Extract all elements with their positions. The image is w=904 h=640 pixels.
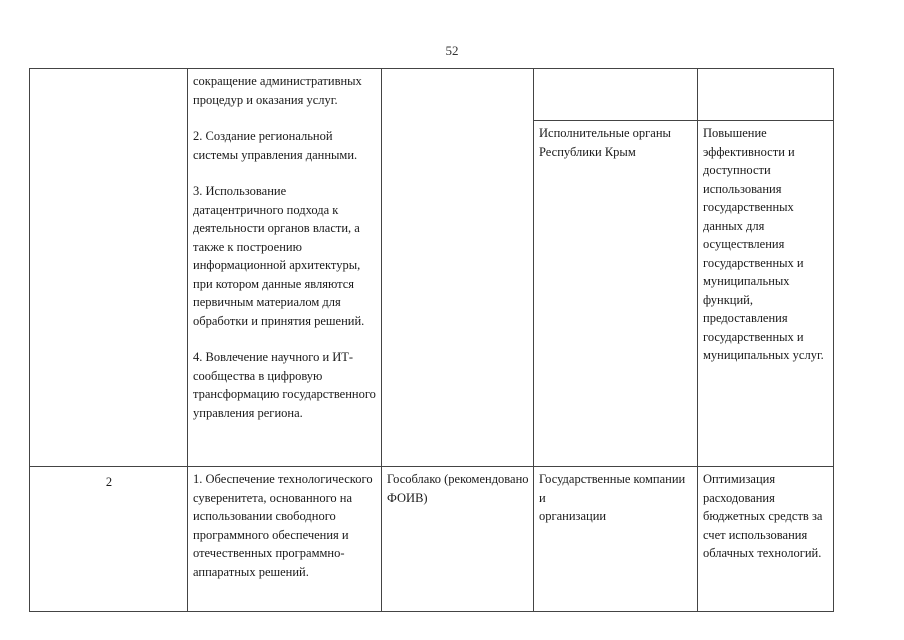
executors-cell [534, 121, 698, 467]
text-line: отечественных программно- [193, 546, 345, 560]
task-item-2 [193, 127, 377, 164]
text-line: данных для [703, 218, 765, 233]
text-line: счет использования [703, 527, 808, 542]
text-line: системы управления данными. [193, 147, 358, 162]
text-line: ФОИВ) [387, 490, 428, 505]
text-line: государственных и [703, 255, 804, 270]
result-cell [698, 121, 834, 467]
text-line: также к построению [193, 239, 302, 254]
row-number: 2 [30, 467, 188, 612]
technology-cell-empty [382, 69, 534, 467]
text-line: датацентричного подхода к [193, 202, 339, 217]
text-line: 4. Вовлечение научного и ИТ- [193, 350, 354, 364]
text-line: 2. Создание региональной [193, 129, 333, 143]
text-line: Оптимизация [703, 472, 776, 486]
text-line: расходования [703, 490, 775, 505]
executors-cell-top-empty [534, 69, 698, 121]
text-line: эффективности и [703, 144, 795, 159]
text-line: бюджетных средств за [703, 509, 823, 523]
text-line: государственных и [703, 329, 804, 344]
text-line: муниципальных [703, 274, 790, 288]
text-line: деятельности органов власти, а [193, 221, 360, 235]
text-line: Исполнительные органы [539, 126, 671, 140]
text-line: функций, [703, 292, 753, 307]
text-line: Повышение [703, 126, 767, 140]
text-line: сокращение административных [193, 74, 362, 88]
task-item-3 [193, 182, 377, 330]
text-line: облачных технологий. [703, 546, 822, 560]
result-cell [698, 467, 834, 612]
text-line: трансформацию государственного [193, 387, 376, 401]
text-line: процедур и оказания услуг. [193, 92, 338, 107]
task-cell-continued [188, 69, 382, 467]
text-line: сообщества в цифровую [193, 368, 323, 383]
text-line: первичным материалом для [193, 295, 341, 309]
text-line: муниципальных услуг. [703, 348, 824, 362]
table-row-continuation-top [30, 69, 834, 121]
text-line: предоставления [703, 311, 788, 325]
text-line: программного обеспечения и [193, 527, 349, 542]
text-line: управления региона. [193, 405, 303, 420]
text-line: суверенитета, основанного на [193, 490, 353, 505]
table-row-2 [30, 467, 834, 612]
number-cell-empty [30, 69, 188, 467]
continued-text [193, 72, 377, 109]
text-line: организации [539, 509, 607, 523]
text-line: государственных [703, 200, 794, 214]
text-line: аппаратных решений. [193, 564, 309, 579]
measures-table [29, 68, 834, 612]
result-cell-top-empty [698, 69, 834, 121]
text-line: информационной архитектуры, [193, 258, 361, 272]
technology-cell [382, 467, 534, 612]
text-line: осуществления [703, 237, 785, 251]
text-line: Республики Крым [539, 144, 636, 159]
task-cell [188, 467, 382, 612]
page-number: 52 [445, 43, 459, 58]
text-line: использования [703, 181, 782, 196]
text-line: при котором данные являются [193, 276, 355, 291]
text-line: доступности [703, 163, 771, 177]
text-line: Гособлако (рекомендовано [387, 472, 529, 486]
text-line: 3. Использование [193, 184, 287, 198]
executors-cell [534, 467, 698, 612]
task-item-4 [193, 348, 377, 422]
text-line: 1. Обеспечение технологического [193, 472, 373, 486]
text-line: обработки и принятия решений. [193, 313, 365, 328]
text-line: использовании свободного [193, 509, 336, 523]
text-line: Государственные компании и [539, 472, 686, 505]
